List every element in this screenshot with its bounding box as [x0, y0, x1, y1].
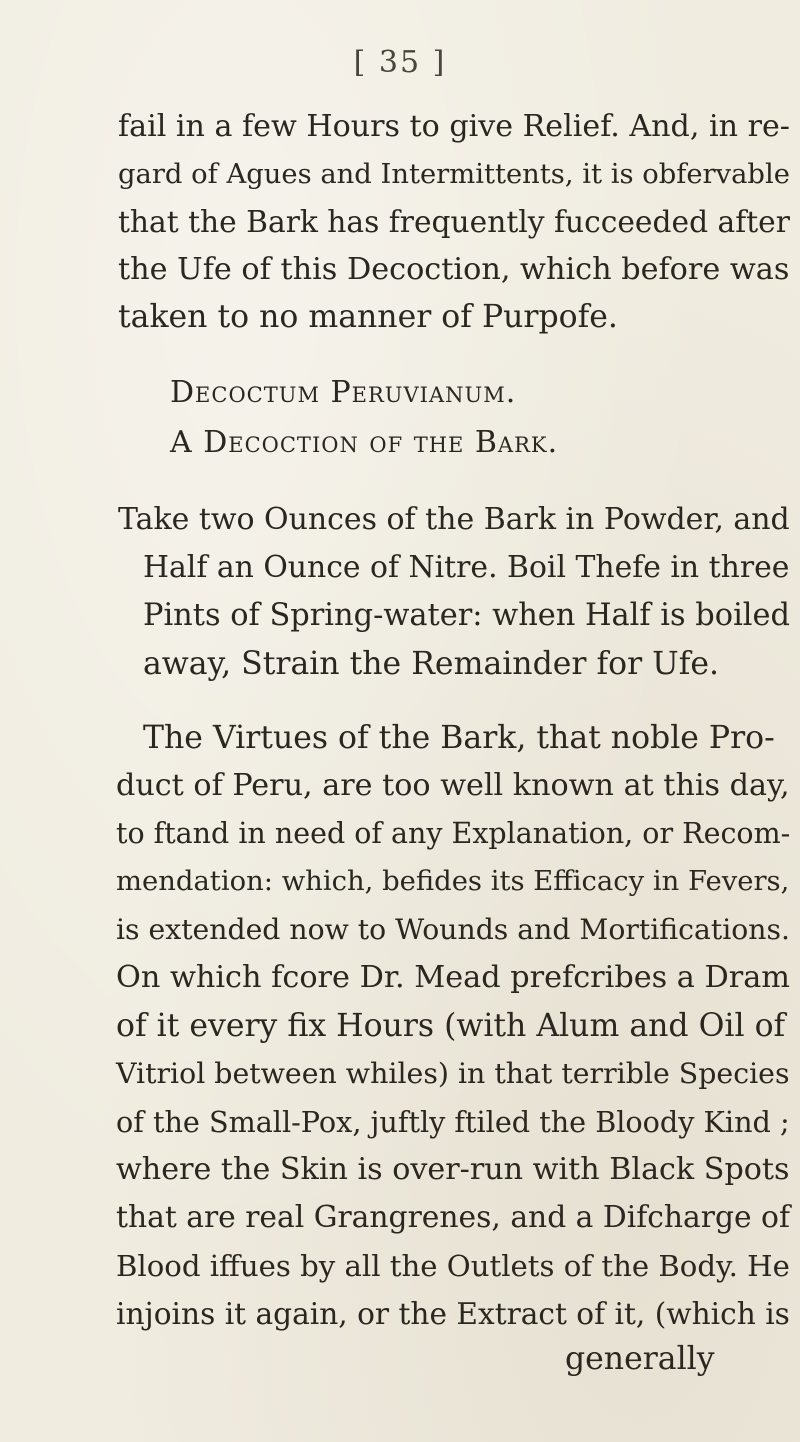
text-line: injoins it again, or the Extract of it, (which is: [116, 1297, 790, 1331]
text-line: Pints of Spring-water: when Half is boiled: [143, 598, 790, 633]
text-line: Take two Ounces of the Bark in Powder, and: [118, 502, 790, 537]
text-line: away, Strain the Remainder for Ufe.: [143, 646, 720, 682]
text-line: the Ufe of this Decoction, which before was: [118, 252, 790, 287]
text-line: taken to no manner of Purpofe.: [118, 299, 618, 335]
text-line: of the Small-Pox, juftly ftiled the Bloody Kind ;: [116, 1105, 790, 1139]
text-line: On which fcore Dr. Mead prefcribes a Dram: [116, 960, 791, 995]
catchword: generally: [565, 1341, 715, 1377]
recipe-title-english: A Decoction of the Bark.: [170, 425, 559, 460]
text-line: that the Bark has frequently fucceeded after: [118, 205, 790, 240]
text-line: is extended now to Wounds and Mortifications.: [116, 913, 790, 946]
text-line: fail in a few Hours to give Relief. And, in re-: [118, 109, 790, 144]
text-line: where the Skin is over-run with Black Spots: [116, 1152, 790, 1187]
text-line: Vitriol between whiles) in that terrible Species: [116, 1057, 790, 1090]
text-line: duct of Peru, are too well known at this day,: [116, 768, 790, 803]
text-line: The Virtues of the Bark, that noble Pro-: [143, 720, 775, 756]
text-line: gard of Agues and Intermittents, it is obfervable: [118, 159, 790, 190]
text-line: that are real Grangrenes, and a Difcharge of: [116, 1200, 790, 1235]
text-line: Half an Ounce of Nitre. Boil Thefe in three: [143, 550, 790, 585]
text-line: mendation: which, befides its Efficacy in Fevers,: [116, 866, 790, 897]
text-line: Blood iffues by all the Outlets of the Body. He: [116, 1249, 790, 1283]
text-line: of it every fix Hours (with Alum and Oil of: [116, 1008, 786, 1044]
text-line: to ftand in need of any Explanation, or Recom-: [116, 817, 791, 850]
page-number: [ 35 ]: [353, 45, 447, 80]
recipe-title-latin: Decoctum Peruvianum.: [170, 375, 517, 410]
